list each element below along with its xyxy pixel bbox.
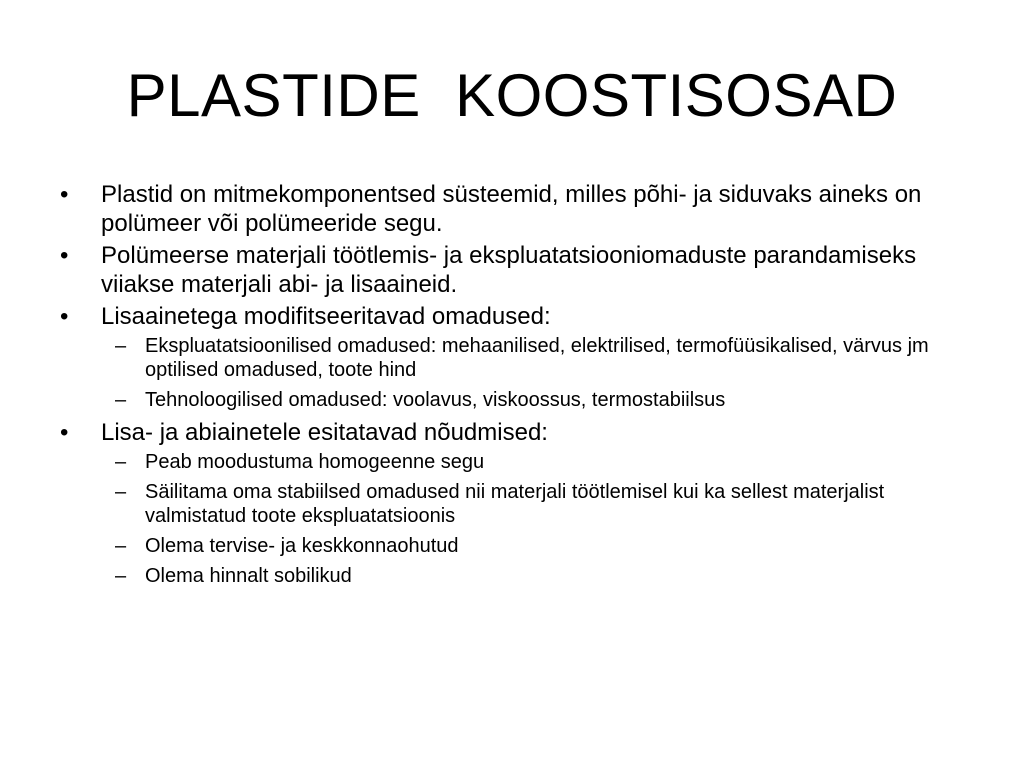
sub-bullet-item: [60, 480, 960, 528]
bullet-item: [60, 418, 960, 447]
sub-bullet-text: Ekspluatatsioonilised omadused: mehaanilised, elektrilised, termofüüsikalised, värvus jm optilised omadused, toote hind: [145, 335, 929, 381]
dash-marker: –: [115, 335, 127, 357]
bullet-item: [60, 241, 960, 299]
bullet-marker: •: [60, 419, 69, 446]
sub-bullet-item: [60, 388, 960, 412]
sub-bullet-text: Olema hinnalt sobilikud: [145, 565, 352, 587]
dash-marker: –: [115, 565, 127, 587]
bullet-text: Lisa- ja abiainetele esitatavad nõudmised:: [101, 419, 548, 446]
sub-bullet-text: Säilitama oma stabiilsed omadused nii materjali töötlemisel kui ka sellest materjalist valmistatud toote ekspluatatsioonis: [145, 481, 885, 527]
bullet-marker: •: [60, 303, 69, 330]
bullet-item: [60, 302, 960, 331]
bullet-list: [60, 180, 960, 594]
bullet-marker: •: [60, 181, 69, 208]
bullet-marker: •: [60, 242, 69, 269]
sub-bullet-item: [60, 564, 960, 588]
dash-marker: –: [115, 451, 127, 473]
sub-bullet-item: [60, 450, 960, 474]
dash-marker: –: [115, 389, 127, 411]
sub-bullet-text: Peab moodustuma homogeenne segu: [145, 451, 485, 473]
slide-title: PLASTIDE KOOSTISOSAD: [126, 62, 898, 129]
bullet-text: Lisaainetega modifitseeritavad omadused:: [101, 303, 551, 330]
bullet-text: Polümeerse materjali töötlemis- ja ekspluatatsiooniomaduste parandamiseks viiakse materjali abi- ja lisaaineid.: [101, 242, 917, 298]
sub-bullet-item: [60, 334, 960, 382]
sub-bullet-text: Tehnoloogilised omadused: voolavus, viskoossus, termostabiilsus: [145, 389, 726, 411]
dash-marker: –: [115, 535, 127, 557]
bullet-item: [60, 180, 960, 238]
sub-bullet-text: Olema tervise- ja keskkonnaohutud: [145, 535, 459, 557]
sub-bullet-item: [60, 534, 960, 558]
dash-marker: –: [115, 481, 127, 503]
bullet-text: Plastid on mitmekomponentsed süsteemid, milles põhi- ja siduvaks aineks on polümeer või polümeeride segu.: [101, 181, 922, 237]
